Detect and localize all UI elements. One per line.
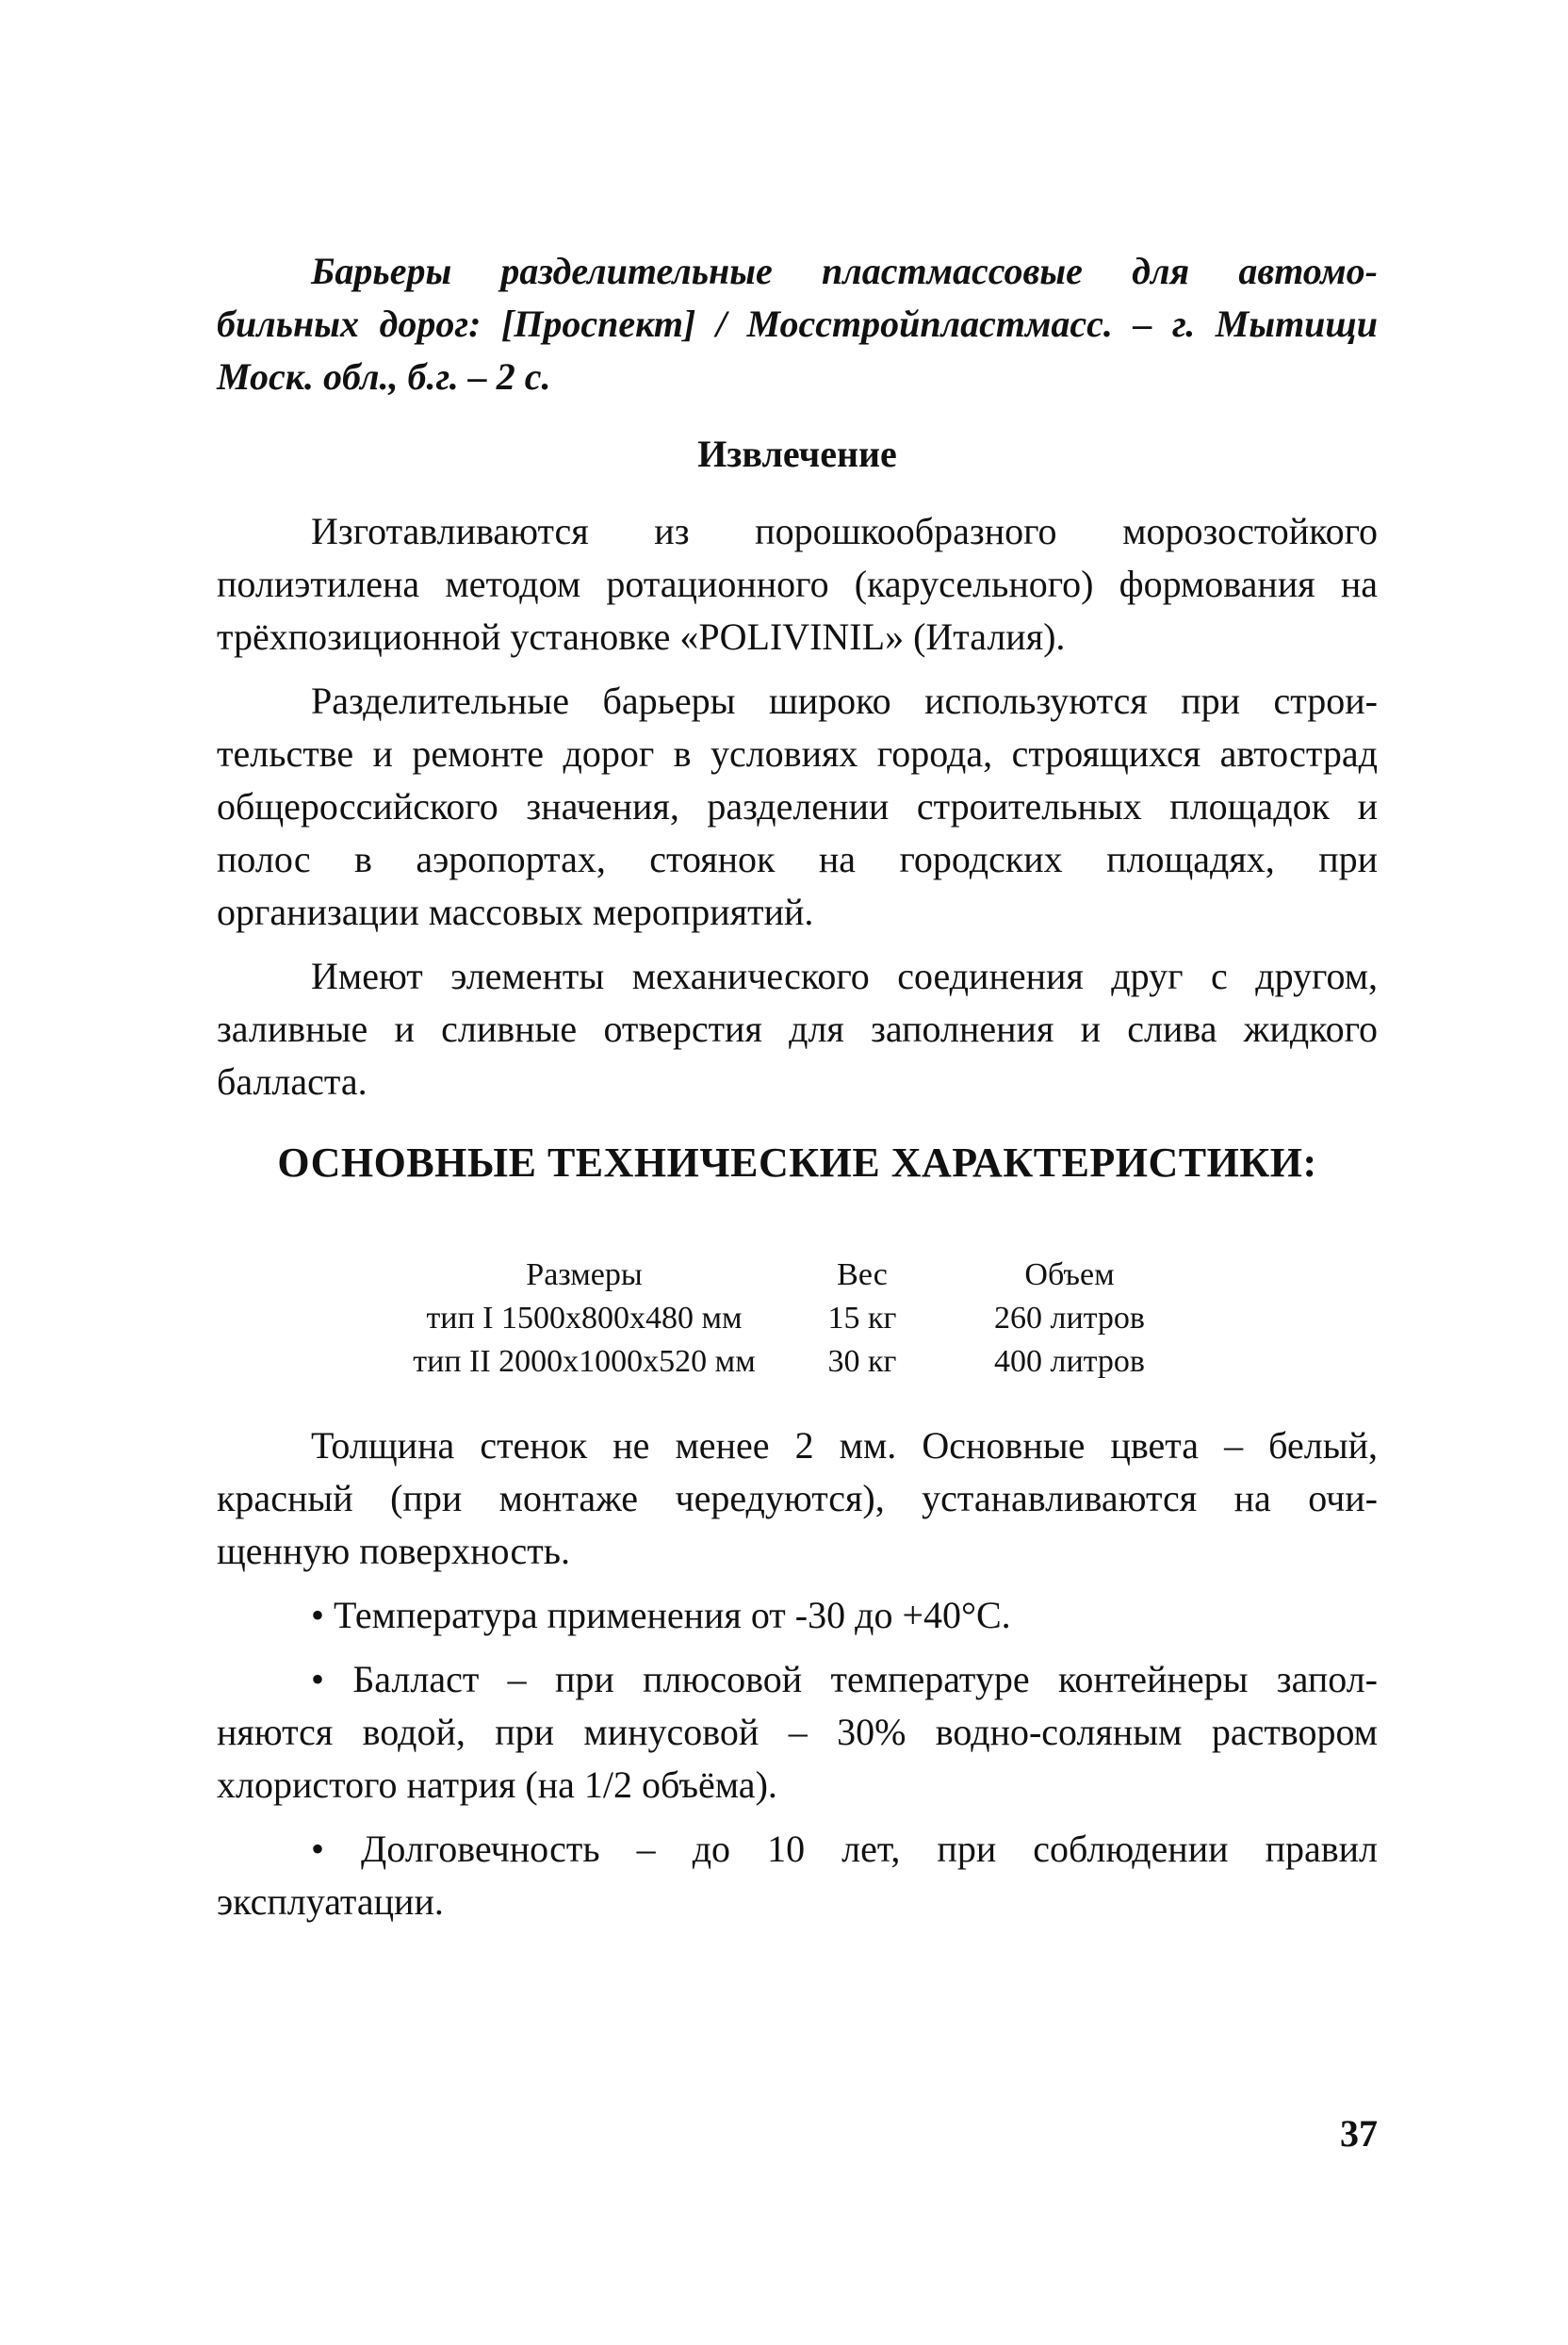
- bullet-durability-line-1: • Долговечность – до 10 лет, при соблюдении правил: [311, 1828, 1378, 1870]
- table-header-volume: Объем: [1024, 1257, 1115, 1292]
- bullet-ballast-line-2: няются водой, при минусовой – 30% водно-соляным раствором: [217, 1711, 1378, 1753]
- paragraph-3-line-3: балласта.: [217, 1060, 368, 1103]
- paragraph-3-line-2: заливные и сливные отверстия для заполнения и слива жидкого: [217, 1008, 1378, 1050]
- paragraph-3-line-1: Имеют элементы механического соединения друг с другом,: [311, 955, 1378, 997]
- table-cell-weight: 30 кг: [827, 1344, 897, 1379]
- paragraph-4-line-1: Толщина стенок не менее 2 мм. Основные цвета – белый,: [311, 1424, 1378, 1467]
- bibliography-line-3: Моск. обл., б.г. – 2 с.: [217, 355, 551, 398]
- table-cell-size: тип II 2000х1000х520 мм: [413, 1344, 756, 1379]
- paragraph-1-line-2: полиэтилена методом ротационного (карусельного) формования на: [217, 563, 1378, 605]
- table-row: [377, 1340, 1206, 1384]
- bullet-temperature: • Температура применения от -30 до +40°С.: [311, 1594, 1011, 1636]
- table-row: [377, 1297, 1206, 1340]
- paragraph-1-line-3: трёхпозиционной установке «POLIVINIL» (Италия).: [217, 615, 1066, 658]
- paragraph-2-line-2: тельстве и ремонте дорог в условиях города, строящихся автострад: [217, 732, 1378, 775]
- section-title: Извлечение: [697, 433, 897, 475]
- paragraph-1-line-1: Изготавливаются из порошкообразного морозостойкого: [311, 510, 1378, 552]
- bullet-durability-line-2: эксплуатации.: [217, 1880, 444, 1923]
- table-cell-weight: 15 кг: [827, 1301, 897, 1336]
- tech-specs-title: ОСНОВНЫЕ ТЕХНИЧЕСКИЕ ХАРАКТЕРИСТИКИ:: [277, 1140, 1317, 1186]
- table-cell-volume: 260 литров: [994, 1301, 1145, 1336]
- paragraph-4-line-2: красный (при монтаже чередуются), устанавливаются на очи-: [217, 1477, 1378, 1519]
- table-cell-volume: 400 литров: [994, 1344, 1145, 1379]
- paragraph-2-line-4: полос в аэропортах, стоянок на городских площадях, при: [217, 838, 1378, 880]
- table-header-row: [377, 1254, 1206, 1297]
- bullet-ballast-line-1: • Балласт – при плюсовой температуре контейнеры запол-: [311, 1658, 1378, 1700]
- table-header-weight: Вес: [837, 1257, 888, 1292]
- table-header-size: Размеры: [526, 1257, 643, 1292]
- page-number: 37: [1340, 2112, 1378, 2155]
- bullet-ballast-line-3: хлористого натрия (на 1/2 объёма).: [217, 1763, 777, 1806]
- bibliography-line-2: бильных дорог: [Проспект] / Мосстройпластмасс. – г. Мытищи: [217, 303, 1378, 345]
- paragraph-2-line-3: общероссийского значения, разделении строительных площадок и: [217, 785, 1378, 828]
- paragraph-2-line-1: Разделительные барьеры широко используются при строи-: [311, 680, 1378, 722]
- paragraph-4-line-3: щенную поверхность.: [217, 1530, 570, 1572]
- paragraph-2-line-5: организации массовых мероприятий.: [217, 891, 814, 933]
- specs-table: [377, 1254, 1206, 1384]
- bibliography-line-1: Барьеры разделительные пластмассовые для автомо-: [311, 250, 1378, 292]
- table-cell-size: тип I 1500х800х480 мм: [426, 1301, 743, 1336]
